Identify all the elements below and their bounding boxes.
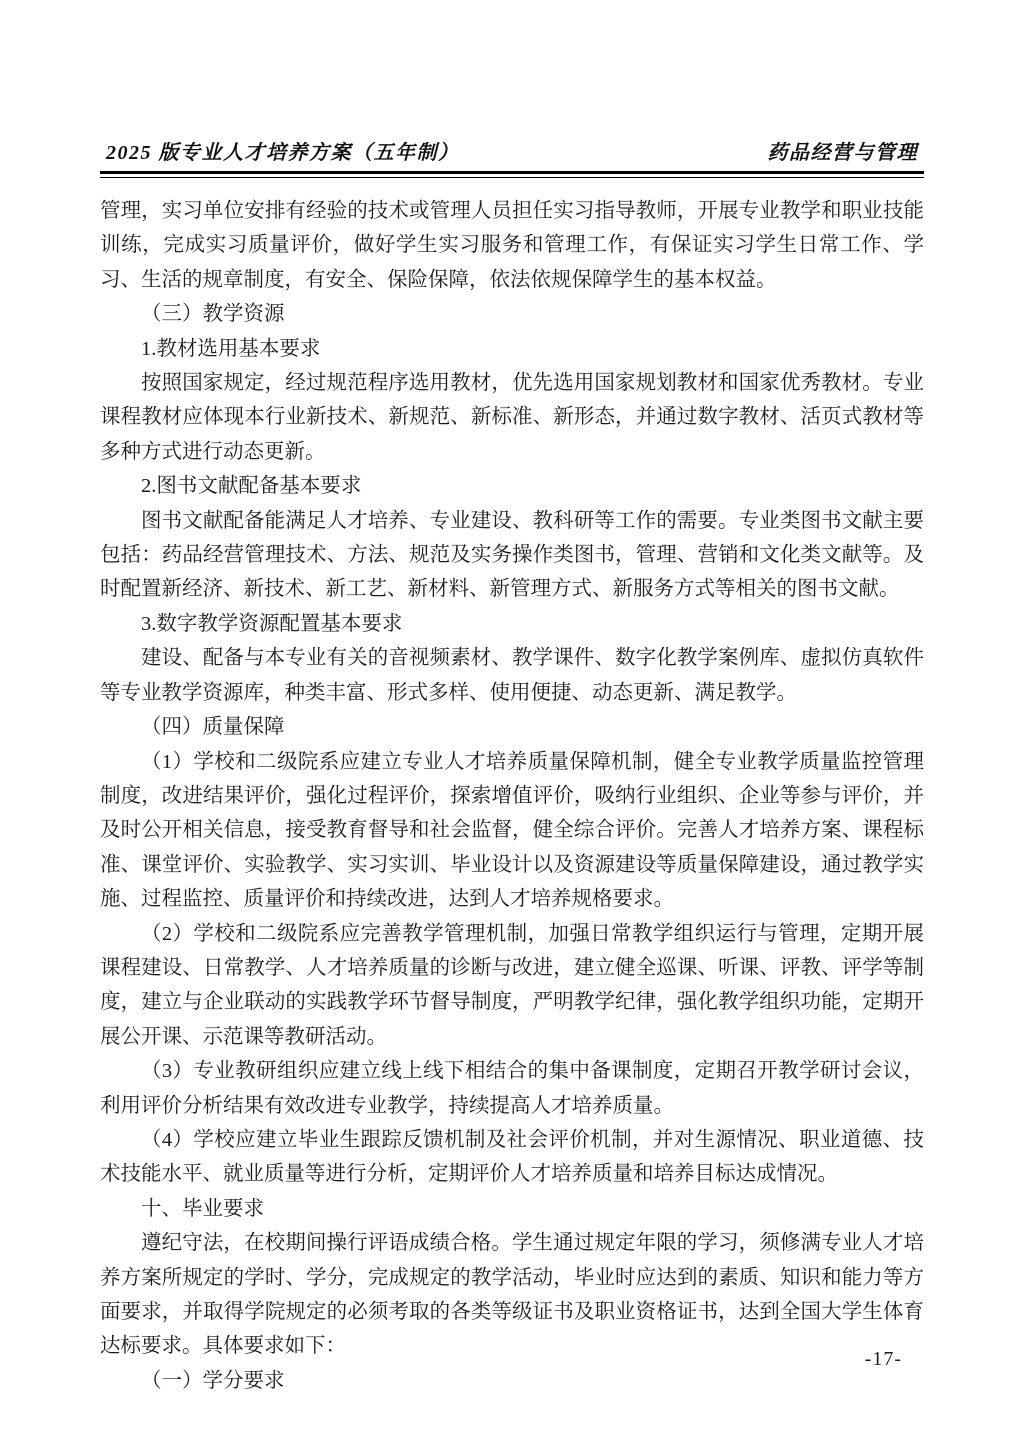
paragraph-quality-3: （3）专业教研组织应建立线上线下相结合的集中备课制度，定期召开教学研讨会议，利用评价分析结果有效改进专业教学，持续提高人才培养质量。 — [100, 1060, 924, 1117]
section-heading-graduation-requirements: 十、毕业要求 — [141, 1197, 264, 1220]
page-number: -17- — [864, 1348, 902, 1370]
paragraph-library-literature: 图书文献配备能满足人才培养、专业建设、教科研等工作的需要。专业类图书文献主要包括：药品经营管理技术、方法、规范及实务操作类图书，管理、营销和文化类文献等。及时配置新经济、新技术、新工艺、新材料、新管理方式、新服务方式等相关的图书文献。 — [100, 509, 924, 601]
header-left-title: 2025 版专业人才培养方案（五年制） — [106, 142, 460, 164]
page-header — [100, 136, 924, 171]
header-right-title: 药品经营与管理 — [767, 142, 918, 164]
page-content — [100, 136, 924, 1398]
header-divider — [100, 171, 924, 178]
paragraph-quality-1: （1）学校和二级院系应建立专业人才培养质量保障机制，健全专业教学质量监控管理制度，改进结果评价，强化过程评价，探索增值评价，吸纳行业组织、企业等参与评价，并及时公开相关信息，接受教育督导和社会监督，健全综合评价。完善人才培养方案、课程标准、课堂评价、实验教学、实习实训、毕业设计以及资源建设等质量保障建设，通过教学实施、过程监控、质量评价和持续改进，达到人才培养规格要求。 — [100, 750, 924, 911]
paragraph-quality-2: （2）学校和二级院系应完善教学管理机制，加强日常教学组织运行与管理，定期开展课程建设、日常教学、人才培养质量的诊断与改进，建立健全巡课、听课、评教、评学等制度，建立与企业联动的实践教学环节督导制度，严明教学纪律，强化教学组织功能，定期开展公开课、示范课等教研活动。 — [100, 922, 924, 1048]
subheading-library-literature: 2.图书文献配备基本要求 — [141, 475, 362, 498]
paragraph-digital-resources: 建设、配备与本专业有关的音视频素材、教学课件、数字化教学案例库、虚拟仿真软件等专业教学资源库，种类丰富、形式多样、使用便捷、动态更新、满足教学。 — [100, 647, 924, 704]
subheading-textbook-selection: 1.教材选用基本要求 — [141, 337, 321, 360]
section-heading-quality-assurance: （四）质量保障 — [141, 716, 285, 739]
paragraph-continuation: 管理，实习单位安排有经验的技术或管理人员担任实习指导教师，开展专业教学和职业技能训练，完成实习质量评价，做好学生实习服务和管理工作，有保证实习学生日常工作、学习、生活的规章制度，有安全、保险保障，依法依规保障学生的基本权益。 — [100, 200, 924, 291]
paragraph-textbook-selection: 按照国家规定，经过规范程序选用教材，优先选用国家规划教材和国家优秀教材。专业课程教材应体现本行业新技术、新规范、新标准、新形态，并通过数字教材、活页式教材等多种方式进行动态更新。 — [100, 372, 924, 463]
subheading-digital-resources: 3.数字教学资源配置基本要求 — [141, 612, 403, 635]
section-heading-teaching-resources: （三）教学资源 — [141, 303, 285, 326]
document-body — [100, 194, 924, 1398]
paragraph-quality-4: （4）学校应建立毕业生跟踪反馈机制及社会评价机制，并对生源情况、职业道德、技术技能水平、就业质量等进行分析，定期评价人才培养质量和培养目标达成情况。 — [100, 1128, 924, 1186]
section-heading-credit-requirements: （一）学分要求 — [141, 1369, 285, 1392]
paragraph-graduation-requirements: 遵纪守法，在校期间操行评语成绩合格。学生通过规定年限的学习，须修满专业人才培养方案所规定的学时、学分，完成规定的教学活动，毕业时应达到的素质、知识和能力等方面要求，并取得学院规定的必须考取的各类等级证书及职业资格证书，达到全国大学生体育达标要求。具体要求如下： — [100, 1232, 924, 1358]
